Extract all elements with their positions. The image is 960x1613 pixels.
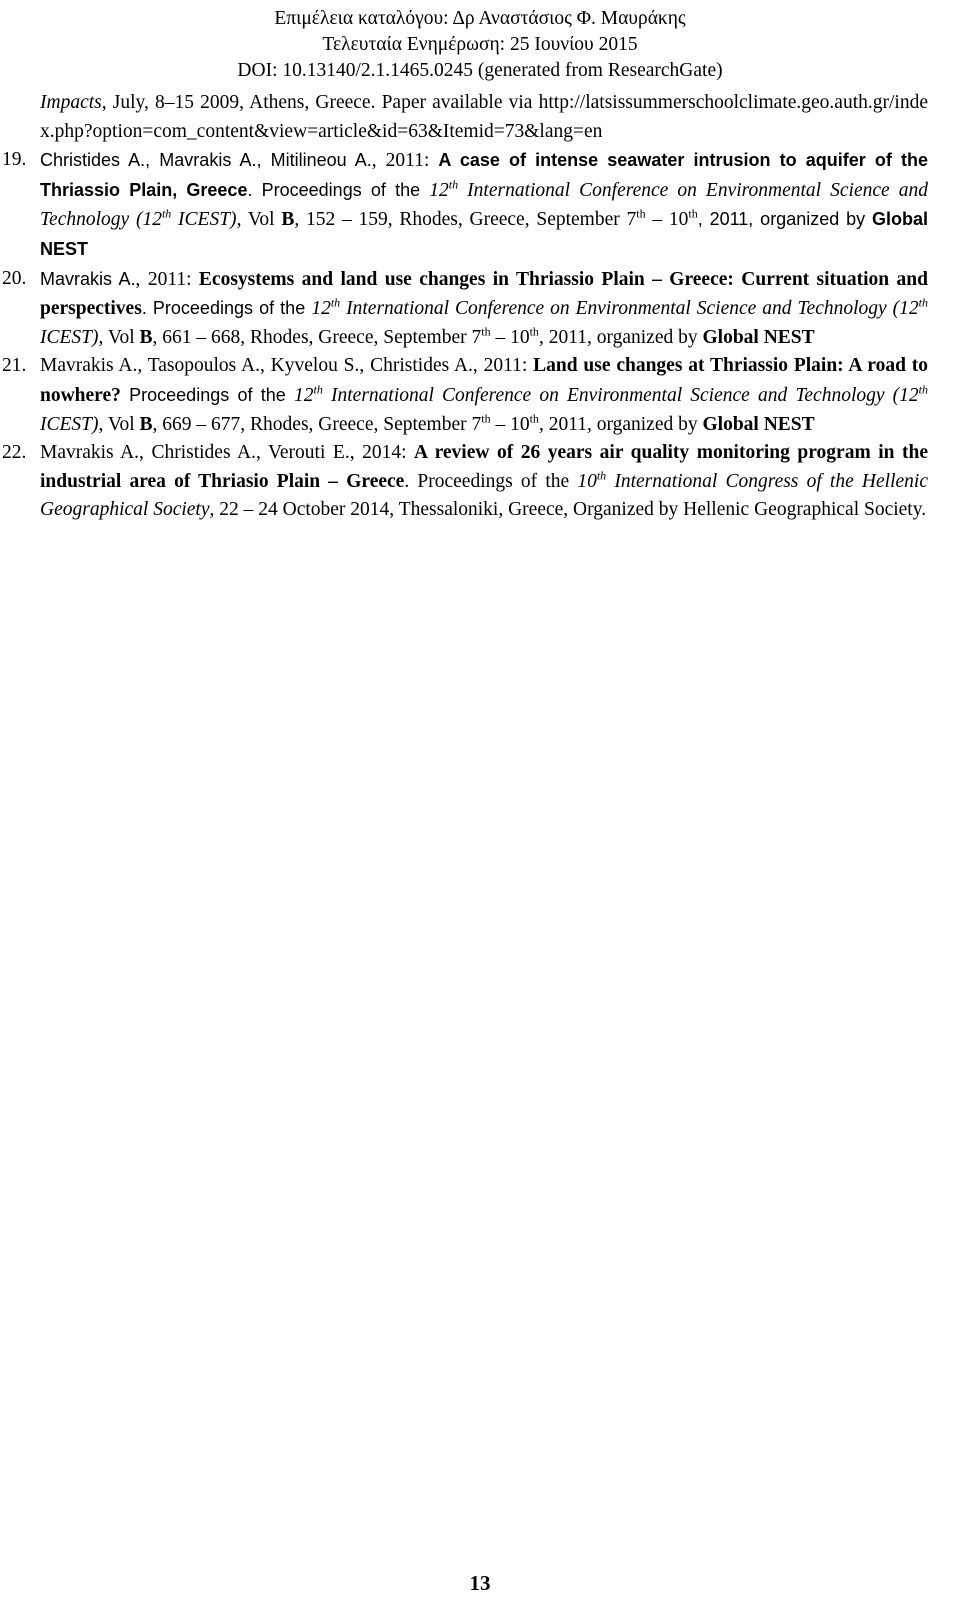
reference-volume: B (139, 413, 153, 435)
page-header (0, 6, 960, 84)
reference-authors: Christides A., Mavrakis A., Mitilineou A. (40, 150, 372, 171)
reference-number: 22. (2, 442, 27, 464)
reference-text: 12 (429, 179, 449, 201)
superscript: th (481, 411, 491, 426)
reference-text: – 10 (645, 209, 689, 231)
reference-number: 20. (2, 267, 27, 289)
reference-number: 21. (2, 355, 27, 377)
reference-text: , Vol (98, 326, 140, 348)
reference-item-20 (2, 265, 928, 353)
reference-pages: , 661 – 668, Rhodes, Greece, September 7 (152, 326, 482, 348)
reference-year: , 2011: (135, 268, 199, 290)
reference-text: – 10 (490, 413, 530, 435)
reference-year: , 2011: (472, 355, 534, 377)
reference-text: , 2011, organized by (538, 326, 703, 348)
reference-text: , Vol (236, 209, 282, 231)
reference-volume: B (139, 326, 153, 348)
reference-item-22 (2, 439, 928, 525)
reference-authors: Mavrakis A. (40, 268, 136, 289)
reference-text: ICEST) (40, 413, 99, 435)
reference-text: 12 (899, 298, 919, 320)
reference-list (2, 89, 929, 525)
reference-authors: Mavrakis A., Tasopoulos A., Kyvelou S., Christides A. (40, 355, 473, 377)
superscript: th (448, 177, 459, 192)
reference-year: , 2011: (371, 150, 439, 172)
superscript: th (330, 295, 341, 310)
reference-text: Proceedings of the (120, 384, 295, 405)
reference-volume: B (281, 209, 295, 231)
reference-year: , 2014: (349, 442, 415, 464)
superscript: th (313, 382, 323, 397)
reference-pages: , 152 – 159, Rhodes, Greece, September 7 (294, 209, 637, 231)
page-number: 13 (469, 1571, 491, 1595)
reference-text: ICEST) (40, 326, 99, 348)
continued-details: , July, 8–15 2009, Athens, Greece. Paper available via (101, 92, 539, 113)
header-editor-line: Επιμέλεια καταλόγου: Δρ Αναστάσιος Φ. Μαυράκης (274, 8, 686, 29)
reference-text: . Proceedings of the (247, 179, 430, 200)
reference-conference: International Congress of the Hellenic Geographical Society (40, 470, 928, 521)
reference-conference: International Conference on Environmental Science and Technology ( (340, 298, 900, 320)
superscript: th (161, 206, 172, 221)
superscript: th (529, 411, 539, 426)
reference-conference: International Conference on Environmental Science and Technology ( (322, 384, 900, 406)
header-doi-line: DOI: 10.13140/2.1.1465.0245 (generated from ResearchGate) (237, 60, 723, 81)
superscript: th (481, 324, 491, 339)
reference-number: 19. (2, 149, 27, 171)
reference-text: 12 (294, 384, 314, 406)
reference-text: . Proceedings of the (141, 298, 312, 319)
superscript: th (636, 206, 646, 221)
superscript: th (529, 324, 539, 339)
reference-text: 10 (577, 470, 597, 492)
reference-title: A case of intense seawater intrusion to aquifer of the Thriassio Plain, Greece (40, 150, 928, 200)
reference-organizer: Global NEST (40, 209, 929, 259)
reference-text: – 10 (490, 326, 530, 348)
reference-pages: , 669 – 677, Rhodes, Greece, September 7 (152, 413, 482, 435)
reference-title: Ecosystems and land use changes in Thriassio Plain – Greece: Current situation and perspectives (40, 268, 928, 320)
superscript: th (688, 206, 698, 221)
reference-item-21 (2, 352, 928, 439)
superscript: th (918, 382, 928, 397)
reference-text: 12 (142, 209, 162, 231)
continued-impacts: Impacts (40, 92, 102, 113)
reference-text: 12 (899, 384, 919, 406)
header-update-line: Τελευταία Ενημέρωση: 25 Ιουνίου 2015 (322, 34, 638, 55)
continued-reference (40, 89, 928, 146)
reference-text: . Proceedings of the (404, 470, 578, 492)
reference-text: , Vol (98, 413, 140, 435)
reference-text: , 2011, organized by (697, 209, 873, 230)
reference-title: Land use changes at Thriassio Plain: A road to nowhere? (40, 355, 928, 406)
reference-organizer: Global NEST (702, 413, 815, 435)
superscript: th (918, 295, 928, 310)
reference-item-19 (2, 146, 929, 264)
reference-title: A review of 26 years air quality monitoring program in the industrial area of Thriasio Plain – Greece (40, 442, 928, 492)
reference-text: 12 (311, 298, 331, 320)
reference-authors: Mavrakis A., Christides A., Verouti E. (40, 442, 350, 464)
reference-organizer: Global NEST (702, 326, 815, 348)
reference-text: , 2011, organized by (538, 413, 703, 435)
reference-text: , 22 – 24 October 2014, Thessaloniki, Greece, Organized by Hellenic Geographical Society. (209, 499, 927, 521)
reference-conference: International Conference on Environmental Science and Technology ( (40, 179, 928, 231)
paper-url-link[interactable]: http://latsissummerschoolclimate.geo.auth.gr/index.php?option=com_content&view=article&id=63&Itemid=73&lang=en (40, 92, 928, 142)
reference-text: ICEST) (171, 209, 237, 231)
superscript: th (596, 468, 607, 483)
